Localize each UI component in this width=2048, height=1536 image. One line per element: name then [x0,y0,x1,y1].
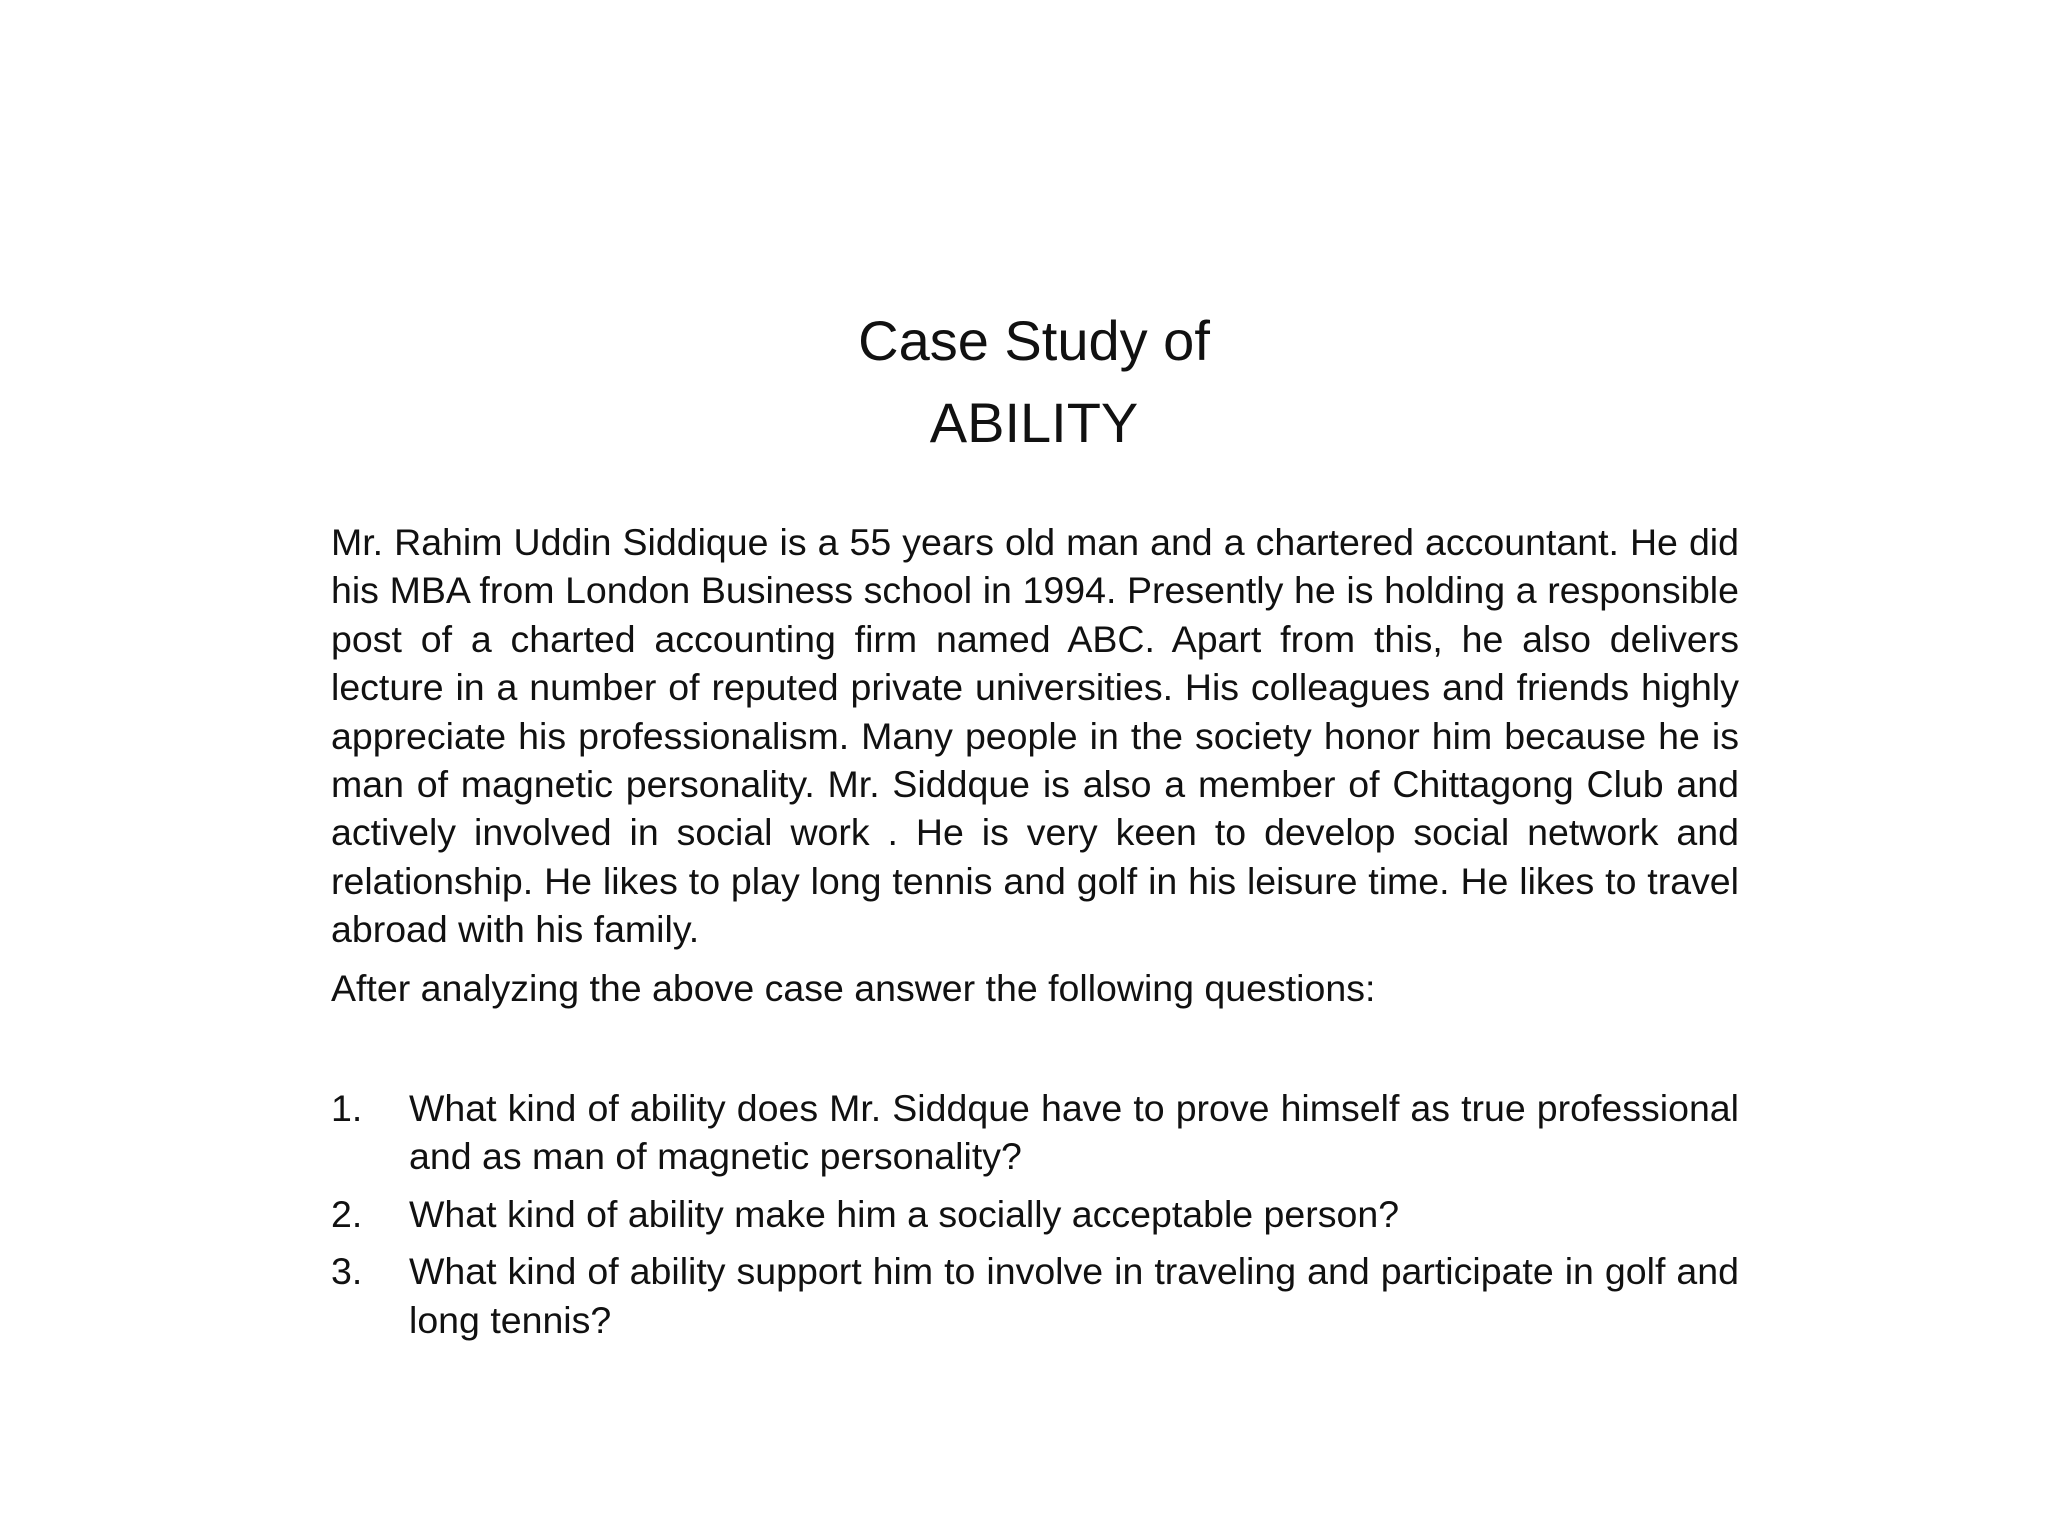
question-item [331,1247,1739,1344]
question-list [331,1084,1739,1344]
question-text: What kind of ability make him a socially acceptable person? [409,1192,1400,1235]
question-number: 1. [331,1087,363,1130]
case-paragraph: Mr. Rahim Uddin Siddique is a 55 years old man and a chartered accountant. He did his MBA from London Business school in 1994. Presently he is holding a responsible post of a charted accounting firm named ABC. Apart from this, he also delivers lecture in a number of reputed private universities. His colleagues and friends highly appreciate his professionalism. Many people in the society honor him because he is man of magnetic personality. Mr. Siddque is also a member of Chittagong Club and actively involved in social work . He is very keen to develop social network and relationship. He likes to play long tennis and golf in his leisure time. He likes to travel abroad with his family. [331,521,1739,951]
title-line-1: Case Study of [858,309,1210,372]
question-text: What kind of ability support him to involve in traveling and participate in golf and long tennis? [409,1250,1739,1341]
question-item [331,1190,1739,1238]
question-item [331,1084,1739,1181]
question-text: What kind of ability does Mr. Siddque have to prove himself as true professional and as man of magnetic personality? [409,1087,1739,1178]
title-line-2: ABILITY [929,391,1139,454]
question-number: 3. [331,1250,363,1293]
slide-title [0,300,2048,464]
question-number: 2. [331,1192,363,1235]
slide-body [331,518,1739,1353]
question-prompt: After analyzing the above case answer the following questions: [331,966,1376,1009]
